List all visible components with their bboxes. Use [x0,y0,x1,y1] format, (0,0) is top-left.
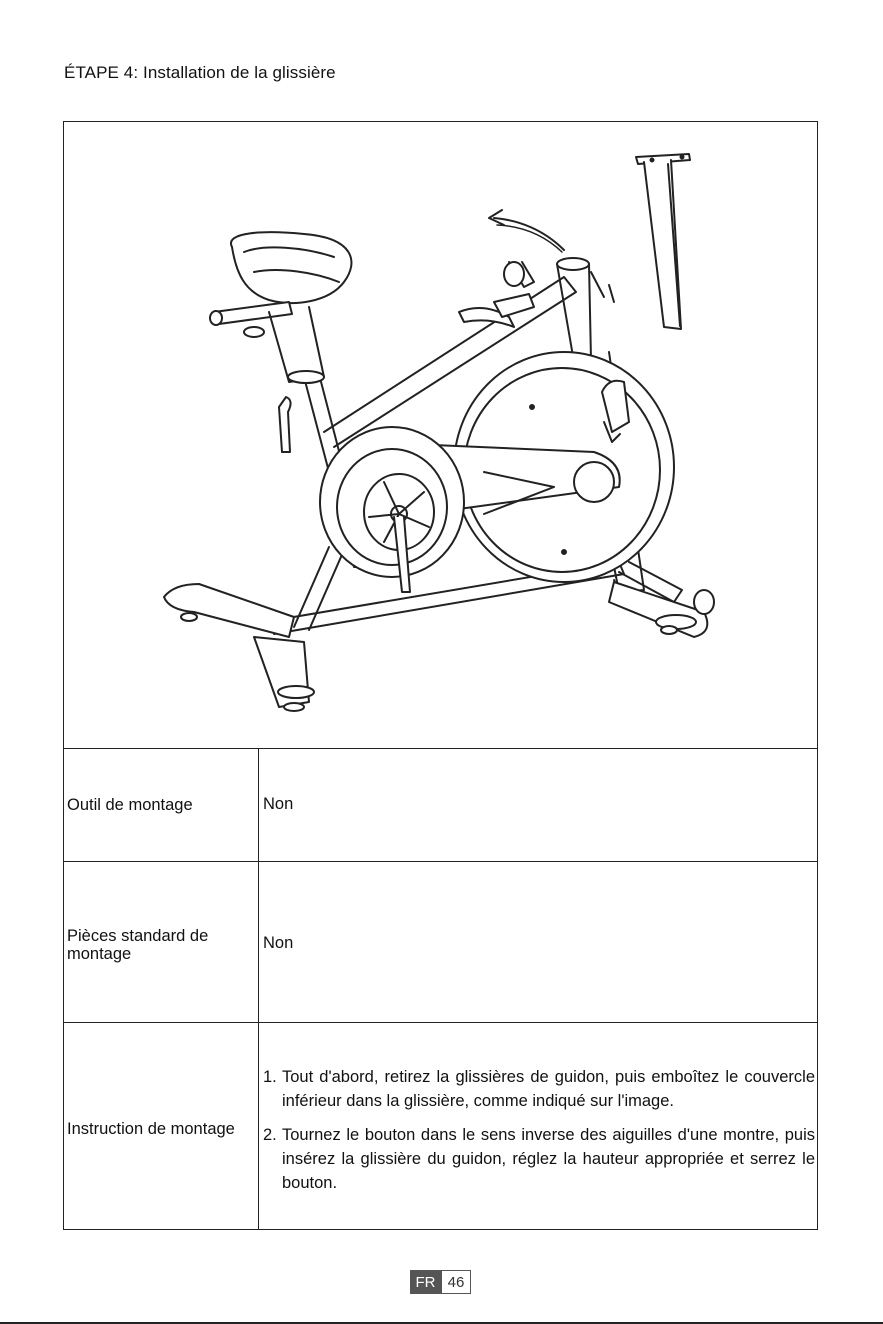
instruction-step-text: Tout d'abord, retirez la glissières de guidon, puis emboîtez le couvercle inférieur dans la glissière, comme indiqué sur l'image. [282,1068,815,1110]
step-title: ÉTAPE 4: Installation de la glissière [64,63,336,82]
bike-saddle [210,232,351,383]
row-assembly-tool [64,748,817,862]
assembly-instructions-label: Instruction de montage [64,1023,259,1229]
row-standard-parts [64,862,817,1023]
row-assembly-instructions [64,1023,817,1229]
standard-parts-label: Pièces standard de montage [64,862,259,1022]
instruction-step [263,1123,815,1195]
instruction-step-number: 2. [263,1126,277,1144]
bike-rear-stabilizer [164,584,314,711]
rotation-arrow-icon [489,210,564,252]
assembly-tool-value: Non [263,795,294,813]
language-badge: FR [410,1270,441,1294]
bike-handlebar [459,262,534,327]
handlebar-slide-part [636,154,690,329]
assembly-tool-label: Outil de montage [64,748,259,861]
bike-crank-wheel [320,427,464,592]
instruction-step [263,1065,815,1113]
standard-parts-value: Non [263,933,294,952]
instruction-step-text: Tournez le bouton dans le sens inverse des aiguilles d'une montre, puis insérez la glissière du guidon, réglez la hauteur appropriée et serrez le bouton. [282,1126,815,1192]
page-footer [410,1270,471,1294]
instruction-step-number: 1. [263,1068,277,1086]
bike-illustration [64,122,817,749]
bike-front-stabilizer [609,582,714,637]
page-number: 46 [441,1270,471,1294]
instruction-list [263,1065,815,1195]
bike-seat-lever [279,397,291,452]
assembly-instructions-value [260,1023,817,1229]
instruction-table [63,121,818,1230]
